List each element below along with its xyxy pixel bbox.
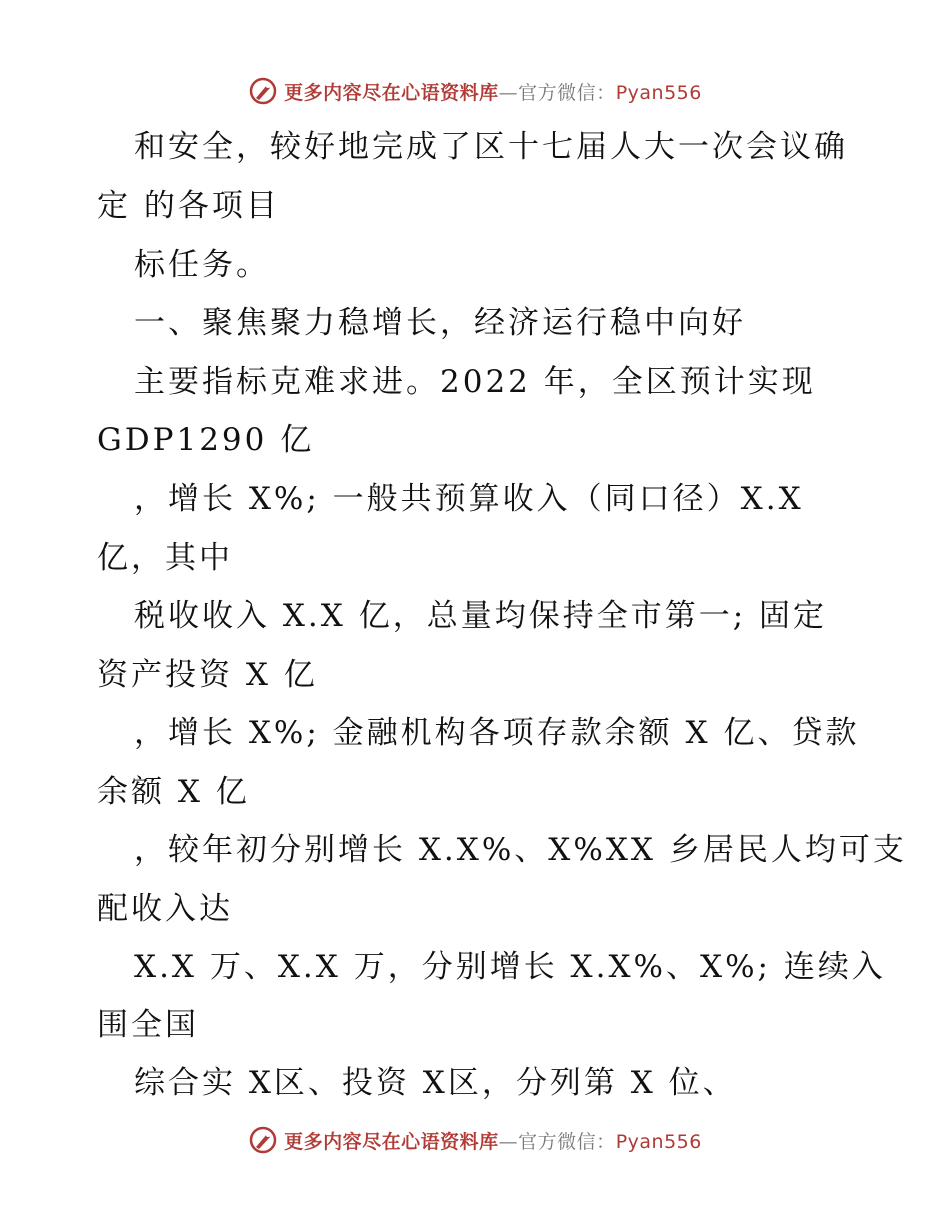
body-line: GDP1290 亿 [97, 422, 315, 458]
watermark-text [284, 78, 702, 105]
body-line: 和安全，较好地完成了区十七届人大一次会议确 [134, 129, 848, 165]
pen-nib-logo-icon [248, 76, 278, 106]
body-line: 税收收入 X.X 亿，总量均保持全市第一; 固定 [134, 598, 827, 634]
header-watermark-banner [0, 74, 950, 108]
brand-text: 更多内容尽在心语资料库 [284, 1130, 499, 1153]
wechat-id: Pyan556 [615, 81, 702, 104]
separator: — [498, 81, 519, 104]
body-line: 定 的各项目 [97, 188, 280, 224]
body-line: 主要指标克难求进。2022 年，全区预计实现 [134, 364, 816, 400]
pen-nib-logo-icon [248, 1125, 278, 1155]
body-line: ，增长 X%; 金融机构各项存款余额 X 亿、贷款 [134, 715, 860, 751]
body-line: 亿，其中 [97, 540, 233, 576]
body-line: ，较年初分别增长 X.X%、X%XX 乡居民人均可支 [134, 832, 907, 868]
body-line: 资产投资 X 亿 [97, 657, 318, 693]
brand-text: 更多内容尽在心语资料库 [284, 81, 499, 104]
section-heading: 一、聚焦聚力稳增长，经济运行稳中向好 [134, 305, 746, 341]
wechat-label: 官方微信： [518, 81, 616, 104]
body-line: 围全国 [97, 1007, 199, 1043]
body-line: 配收入达 [97, 891, 233, 927]
wechat-label: 官方微信： [518, 1130, 616, 1153]
body-line: 综合实 X区、投资 X区，分列第 X 位、 [134, 1065, 737, 1101]
body-line: 余额 X 亿 [97, 774, 250, 810]
footer-watermark-banner [0, 1123, 950, 1157]
separator: — [498, 1130, 519, 1153]
body-line: X.X 万、X.X 万，分别增长 X.X%、X%; 连续入 [134, 949, 886, 985]
body-line: ，增长 X%; 一般共预算收入（同口径）X.X [134, 481, 804, 517]
watermark-text [284, 1127, 702, 1154]
wechat-id: Pyan556 [615, 1130, 702, 1153]
body-line: 标任务。 [134, 247, 270, 283]
